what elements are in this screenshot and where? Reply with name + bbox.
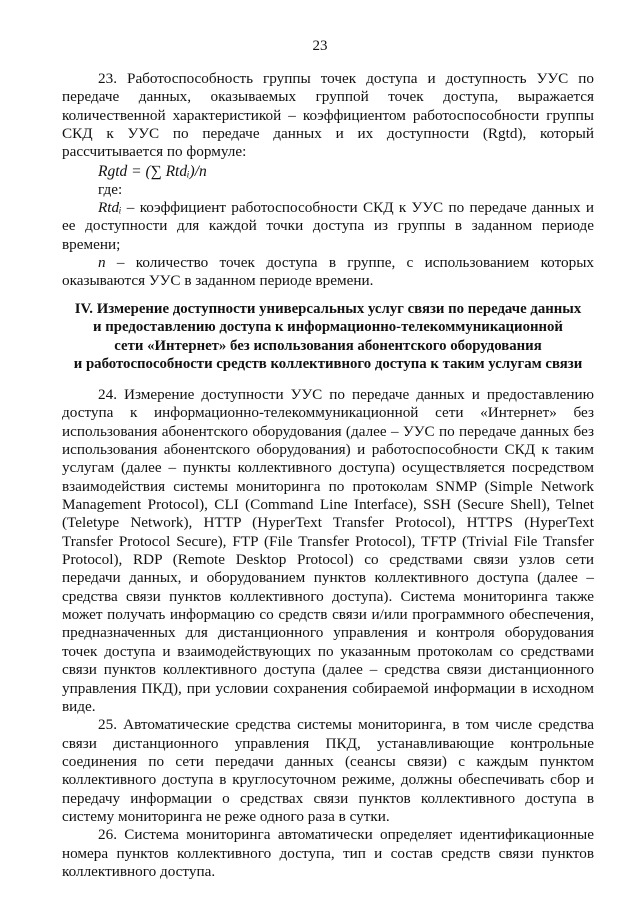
item-23-block	[62, 70, 594, 291]
formula-rgtd: Rgtd = (∑ Rtdᵢ)/n	[98, 162, 207, 180]
paragraph-item-23: 23. Работоспособность группы точек доступа и доступность УУС по передаче данных, оказываемых группой точек доступа, выражается количественной характеристикой – коэффициентом работоспособности группы СКД к УУС по передаче данных и их доступности (Rgtd), который рассчитывается по формуле:	[62, 70, 594, 161]
paragraph-item-26: 26. Система мониторинга автоматически определяет идентификационные номера пунктов коллективного доступа, тип и состав средств связи пунктов коллективного доступа.	[62, 826, 594, 880]
section-heading	[62, 300, 594, 374]
page-number: 23	[312, 38, 328, 54]
variable-rtd: Rtdᵢ	[98, 199, 122, 217]
items-24-26-block	[62, 386, 594, 881]
paragraph-item-24: 24. Измерение доступности УУС по передаче данных и предоставлению доступа к информационно-телекоммуникационной сети «Интернет» без использования абонентского оборудования (далее – УУС по передаче данных без использования абонентского оборудования) и работоспособности СКД к таким услугам (далее – пункты коллективного доступа) осуществляется посредством взаимодействия системы мониторинга по протоколам SNMP (Simple Network Management Protocol), CLI (Command Line Interface), SSH (Secure Shell), Telnet (Teletype Network), HTTP (HyperText Transfer Protocol), HTTPS (HyperText Transfer Protocol Secure), FTP (File Transfer Protocol), TFTP (Trivial File Transfer Protocol), RDP (Remote Desktop Protocol) со средствами связи узлов сети передачи данных, и оборудованием пунктов коллективного доступа (далее – средства связи пунктов коллективного доступа). Система мониторинга также может получать информацию со средств связи и/или программного обеспечения, предназначенных для дистанционного управления и контроля оборудования точек доступа и взаимодействующих по указанным протоколам со средствами связи пунктов коллективного доступа (далее – средства связи дистанционного управления ПКД), при условии сохранения собираемой информации в исходном виде.	[62, 386, 594, 715]
definition-rtd	[62, 199, 594, 254]
definition-rtd-text: – коэффициент работоспособности СКД к УУС по передаче данных и ее доступности для каждой точки доступа из группы в заданном периоде времени;	[62, 199, 594, 253]
definition-n-text: – количество точек доступа в группе, с использованием которых оказываются УУС в заданном периоде времени.	[62, 254, 594, 290]
where-label: где:	[98, 180, 123, 198]
section-heading-line-3: сети «Интернет» без использования абонентского оборудования	[114, 337, 542, 354]
section-heading-line-1: IV. Измерение доступности универсальных услуг связи по передаче данных	[74, 301, 582, 317]
paragraph-item-25: 25. Автоматические средства системы мониторинга, в том числе средства связи дистанционного управления ПКД, устанавливающие контрольные соединения по сети передачи данных (сеансы связи) с каждым пунктом коллективного доступа в круглосуточном режиме, должны обеспечивать сбор и передачу информации о средствах связи пунктов коллективного доступа в систему мониторинга не реже одного раза в сутки.	[62, 716, 594, 825]
section-heading-line-2: и предоставлению доступа к информационно-телекоммуникационной	[93, 319, 563, 336]
definition-n	[62, 254, 594, 291]
variable-n: n	[98, 254, 106, 272]
section-heading-line-4: и работоспособности средств коллективного доступа к таким услугам связи	[73, 356, 583, 373]
